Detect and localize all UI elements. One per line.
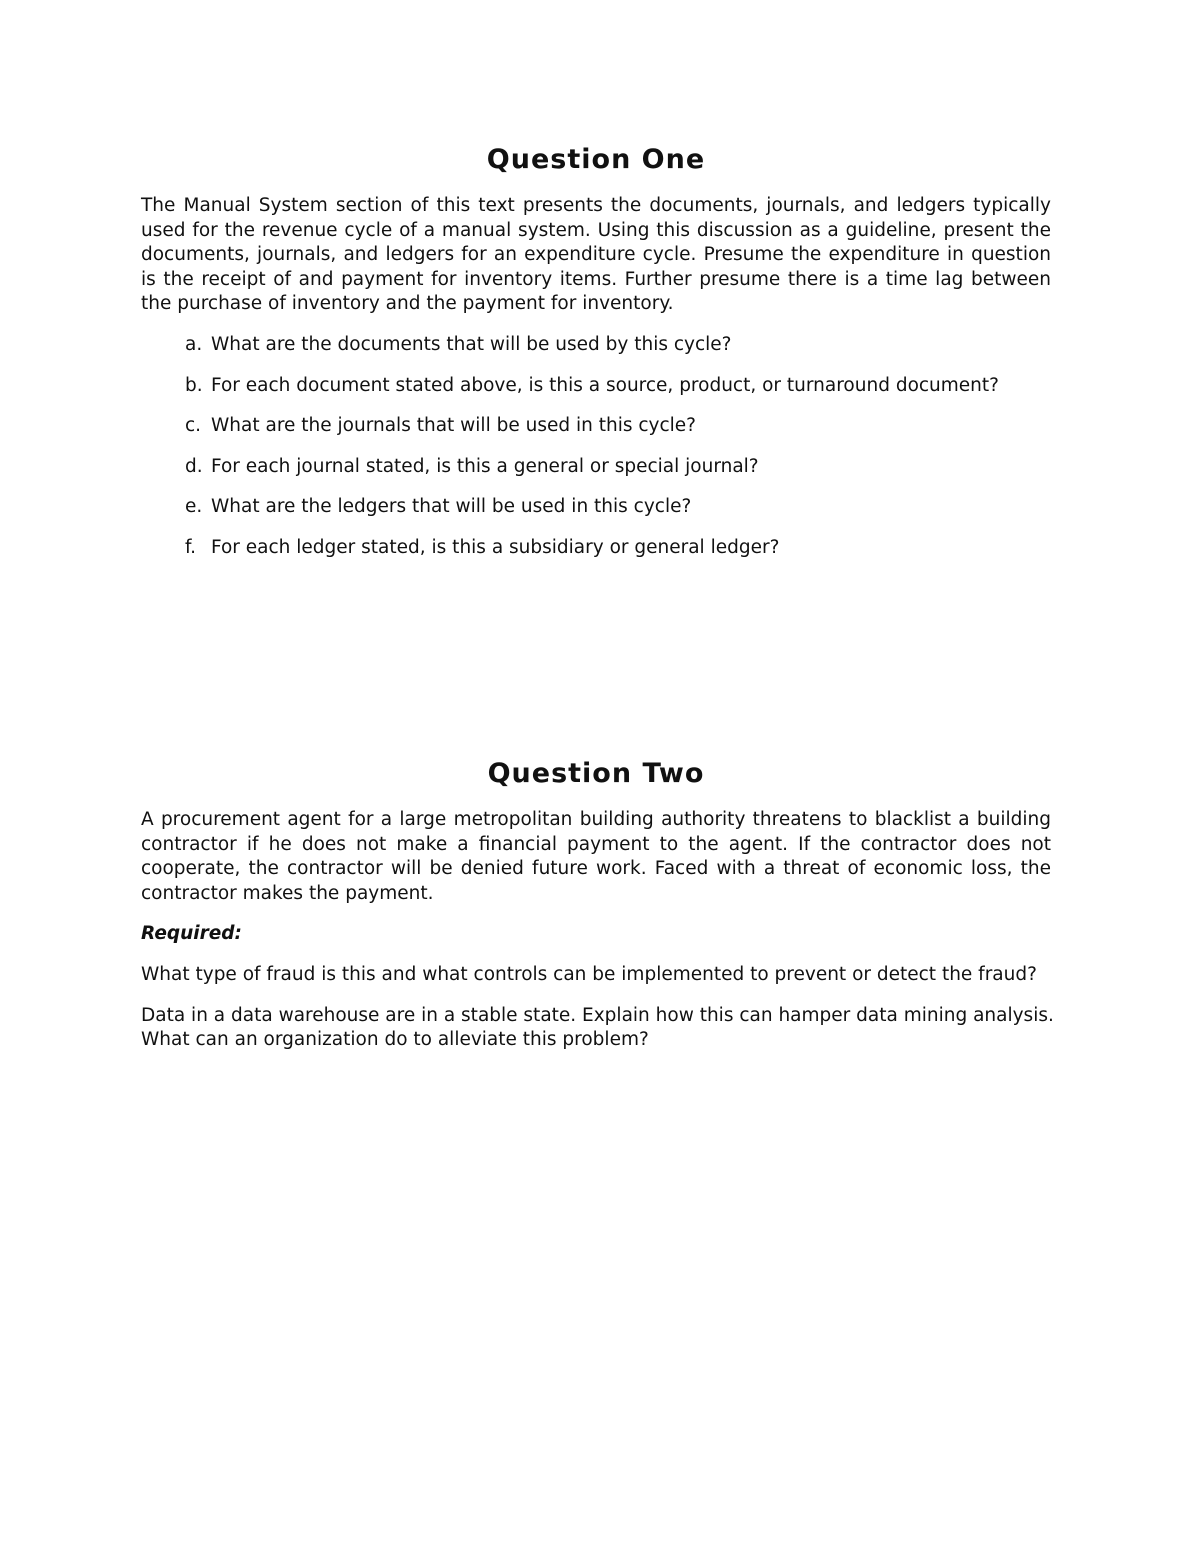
- list-marker: c.: [185, 415, 202, 437]
- list-item: [141, 374, 1051, 399]
- question-two-title: Question Two: [487, 758, 705, 789]
- question-two-section: [141, 756, 1054, 1069]
- list-item-text: For each journal stated, is this a general or special journal?: [211, 455, 759, 477]
- question-one-title: Question One: [486, 144, 706, 175]
- list-item-text: What are the journals that will be used in this cycle?: [211, 415, 696, 437]
- question-two-body: A procurement agent for a large metropolitan building authority threatens to blacklist a building contractor if he does not make a financial payment to the agent. If the contractor does not cooperate, the contractor will be denied future work. Faced with a threat of economic loss, the contractor makes the payment.: [141, 809, 1051, 904]
- question-one-section: [141, 142, 1051, 577]
- list-marker: f.: [185, 536, 197, 558]
- list-item: [141, 414, 1051, 439]
- list-item-text: What are the ledgers that will be used in this cycle?: [211, 496, 692, 518]
- list-item-text: What are the documents that will be used by this cycle?: [211, 333, 732, 355]
- list-item: [141, 495, 1051, 520]
- required-label: Required:: [141, 923, 242, 945]
- list-item: [141, 455, 1051, 480]
- list-marker: b.: [185, 374, 203, 396]
- list-marker: e.: [185, 496, 203, 518]
- list-item-text: For each document stated above, is this a source, product, or turnaround document?: [211, 374, 999, 396]
- list-marker: a.: [185, 333, 203, 355]
- list-marker: d.: [185, 455, 203, 477]
- question-two-prompt: What type of fraud is this and what controls can be implemented to prevent or detect the fraud?: [141, 963, 1037, 985]
- list-item: [141, 333, 1051, 358]
- list-item: [141, 536, 1051, 561]
- question-one-body: The Manual System section of this text presents the documents, journals, and ledgers typically used for the revenue cycle of a manual system. Using this discussion as a guideline, present the documents, journals, and ledgers for an expenditure cycle. Presume the expenditure in question is the receipt of and payment for inventory items. Further presume there is a time lag between the purchase of inventory and the payment for inventory.: [141, 195, 1051, 315]
- question-two-extra: Data in a data warehouse are in a stable state. Explain how this can hamper data mining analysis. What can an organization do to alleviate this problem?: [141, 1004, 1054, 1051]
- question-one-list: [141, 333, 1051, 561]
- list-item-text: For each ledger stated, is this a subsidiary or general ledger?: [211, 536, 780, 558]
